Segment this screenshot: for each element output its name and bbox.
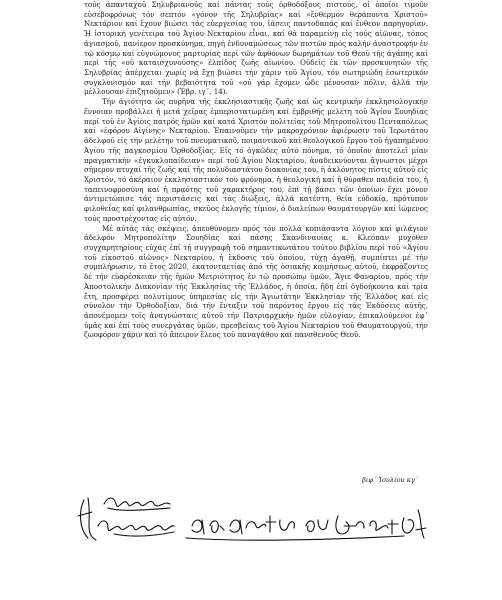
- paragraph-3: Μέ αὐτάς τάς σκέψεις, ἀπευθύνομεν πρός τόν πολλά κοπιάσαντα λόγιον καί φιλάγιον ἀδελφόν Μητροπολίτην Σουηδίας καί πάσης Σκανδιναυίας κ. Κλεόπαν μυχόθεν συγχαρητηρίους εὐχάς ἐπί τῇ συγγραφῇ τοῦ σημαντικωτάτου τούτου βιβλίου περί τοῦ «Ἁγίου τοῦ εἰκοστοῦ αἰῶνος» Νεκταρίου, ἡ ἔκδοσις τοῦ ὁποίου, τύχῃ ἀγαθῇ, συμπίπτει μέ τήν συμπλήρωσιν, τό ἔτος 2020, ἑκατονταετίας ἀπό τῆς ὁσιακῆς κοιμήσεως αὐτοῦ, ἐκφράζοντες δέ τήν εὐαρέσκειαν τῆς ἡμῶν Μετριότητος ἐν τῷ προσώπῳ ὑμῶν, Ἅγιε Φαναρίου, πρός τήν Ἀποστολικήν Διακονίαν τῆς Ἐκκλησίας τῆς Ἑλλάδος, ἡ ὁποία, ἤδη ἐπί ὀγδοήκοντα καί τρία ἔτη, προσφέρει πολυτίμους ὑπηρεσίας εἰς τήν Ἁγιωτάτην Ἐκκλησίαν τῆς Ἑλλάδος καί εἰς σύνολον τήν Ὀρθοδοξίαν, διά τήν ἔνταξιν τοῦ παρόντος ἔργου εἰς τάς Ἐκδόσεις αὐτῆς, ἀπονέμομεν τοῖς ἀναγνώσταις αὐτοῦ τήν Πατριαρχικήν ἡμῶν εὐλογίαν, ἐπικαλούμενοι ἐφ᾿ ὑμᾶς καί ἐπί τούς συνεργάτας ὑμῶν, πρεσβείαις τοῦ Ἁγίου Νεκταρίου τοῦ Θαυματουργοῦ, τήν ζωοφόρον χάριν καί τό ἄπειρον ἔλεος τοῦ παναγάθου καί πανσθενοῦς Θεοῦ.: [84, 223, 428, 340]
- dateline: βιφ´ Ἰουλίου κγ´: [362, 476, 419, 484]
- paragraph-2: Τήν ἁγιότητα ὡς πυρῆνα τῆς ἐκκλησιαστικῆς ζωῆς καί ὡς κεντρικήν ἐκκλησιολογικήν ἔννοιαν προβάλλει ἡ μετά χεῖρας ἐμπεριστατωμένη καί ἐμβριθής μελέτη τοῦ Ἁγίου Σουηδίας περί τοῦ ἐν Ἁγίοις πατρός ἡμῶν καί κατά Χριστόν πολιτείας τοῦ Μητροπολίτου Πενταπόλεως καί «ἐφόρου Αἰγίνης» Νεκταρίου. Ἐπαινοῦμεν τήν μακροχρόνιον ἀφιέρωσιν τοῦ Ἱερωτάτου ἀδελφοῦ εἰς τήν μελέτην τοῦ πνευματικοῦ, ποιμαντικοῦ καί θεολογικοῦ ἔργου τοῦ ἠγαπημένου Ἁγίου τῆς παγκοσμίου Ὀρθοδοξίας. Εἰς τό ὀγκῶδες αὐτό πόνημα, τό ὁποῖον ἀποτελεῖ μίαν πραγματικήν «ἐγκυκλοπαίδειαν» περί τοῦ Ἁγίου Νεκταρίου, ἀναδεικνύονται ἄγνωστοι μέχρι σήμερον πτυχαί τῆς ζωῆς καί τῆς πολυδιαστάτου διακονίας του, ἡ ἀκλόνητος πίστις αὐτοῦ εἰς Χριστόν, τό ἀκέραιον ἐκκλησιαστικόν του φρόνημα, ἡ θεολογική καί ἡ θύραθεν παιδεία του, ἡ ταπεινοφροσύνη καί ἡ πρᾳότης τοῦ χαρακτῆρος του, ἐπί τῇ βάσει τῶν ὁποίων ἔχει μόνον ἀντιμετώπισε τάς περιστάσεις καί τάς διώξεις, ἀλλά κατέστη, θεία εὐδοκίᾳ, πρότυπον φιλοθεΐας καί φιλανθρωπίας, σκεῦος ἐκλογῆς τίμιον, ὁ διαλείπων θαυματουργῶν καί ἰώμενος τούς προστρέχοντας εἰς αὐτόν.: [84, 97, 428, 223]
- paragraph-1: τούς ἁπανταχοῦ Σηλυβριανούς καί πάντας τούς ὀρθοδόξους πιστούς, οἱ ὁποῖοι τιμοῦν εὐσεβοφρόνως τόν σεπτόν «γόνον τῆς Σηλυβρίας» καί «ἔνθερμον θεράποντα Χριστοῦ» Νεκτάριον καί ἔχουν βιώσει τάς εὐεργεσίας του, ἰάσεις παντοδαπάς καί ἔνθεον παρηγορίαν. Ἡ ἱστορική γενέτειρα τοῦ Ἁγίου Νεκταρίου εἶναι, καί θά παραμείνῃ εἰς τούς αἰῶνας, τόπος ἁγιασμοῦ, πανίερον προσκύνημα, πηγή ἐνδυναμώσεως τῶν πιστῶν πρός καλήν ἀναστροφήν ἐν τῷ κόσμῳ καί εὐγνώμονος μαρτυρίας περί τῶν ἀφθόνων δωρημάτων τοῦ Θεοῦ τῆς ἀγάπης καί περί τῆς «οὐ καταισχυνούσης» ἐλπίδος ζωῆς αἰωνίου. Οὐδείς ἐκ τῶν προσκυνητῶν τῆς Σηλυβρίας ἀπέρχεται χωρίς νά ἔχῃ βιώσει τήν χάριν τοῦ Ἁγίου, τόν σωτηριώδη ἐσωτερικόν συγκλονισμόν καί τήν βεβαιότητα τοῦ «οὐ γάρ ἔχομεν ὧδε μένουσαν πόλιν, ἀλλά τήν μέλλουσαν ἐπιζητοῦμεν» (Ἑβρ. ιγ΄, 14).: [84, 0, 428, 97]
- handwritten-signature: [74, 490, 434, 546]
- document-body: [84, 0, 428, 340]
